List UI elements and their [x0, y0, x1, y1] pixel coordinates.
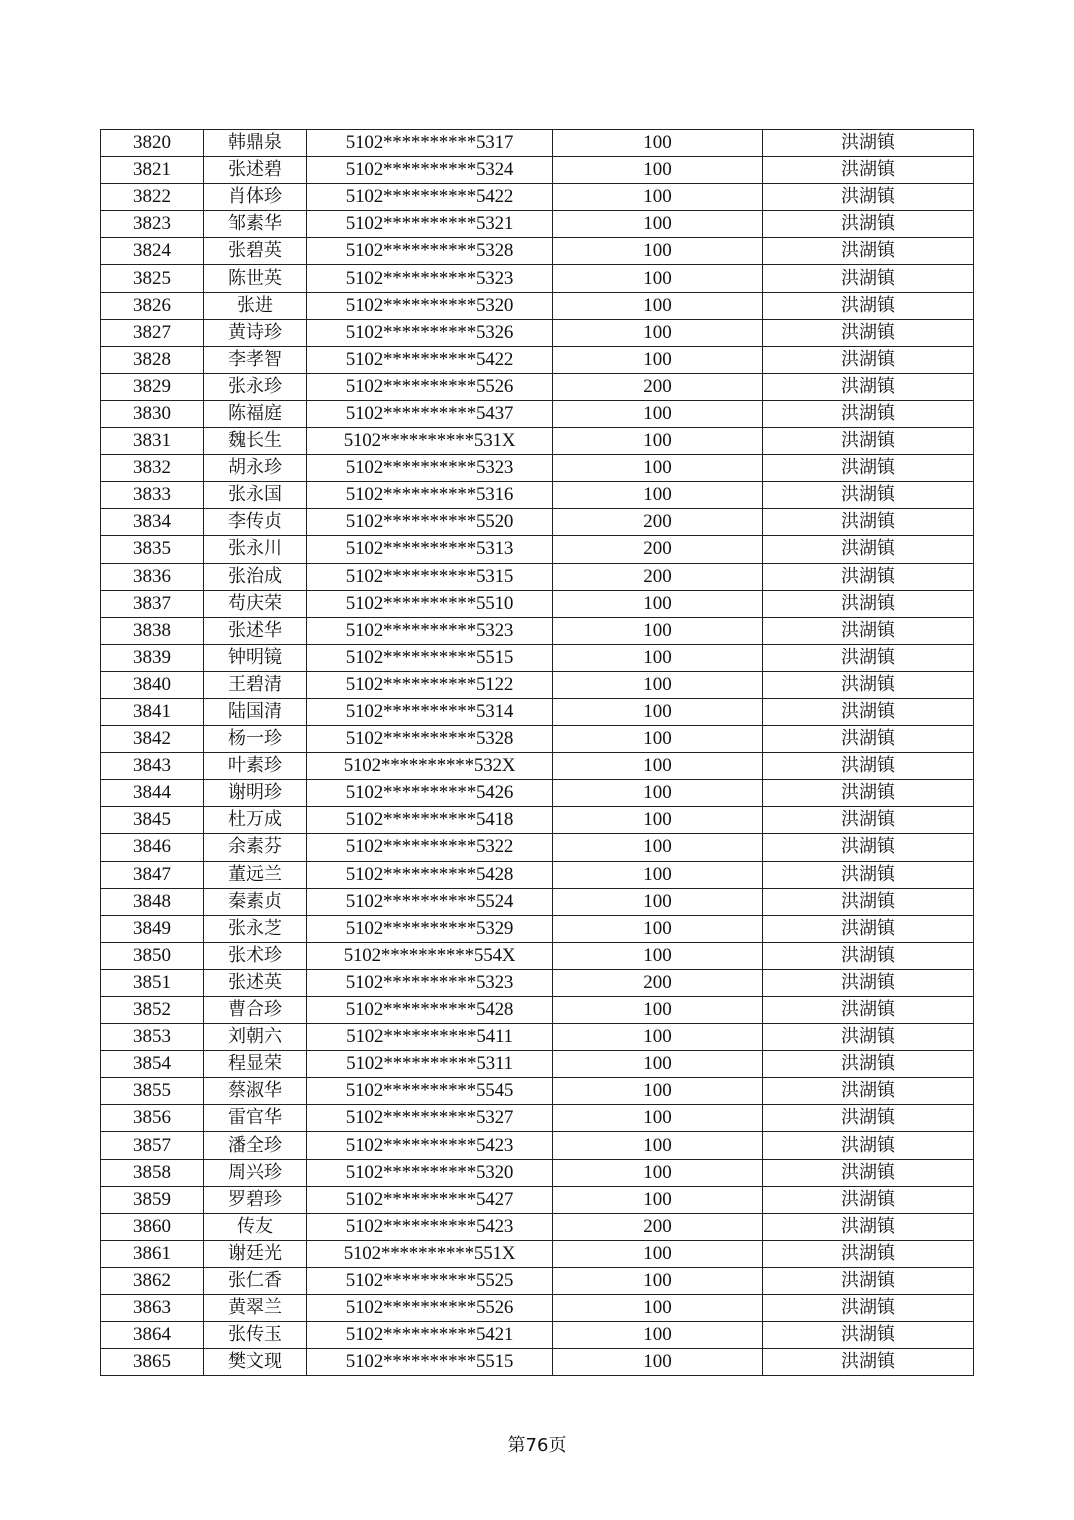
name-cell: 潘全珍 [204, 1132, 307, 1159]
id-number-cell: 5102**********5323 [307, 969, 553, 996]
serial-number-cell: 3848 [101, 888, 204, 915]
town-cell: 洪湖镇 [763, 319, 974, 346]
table-row [101, 1132, 974, 1159]
name-cell: 余素芬 [204, 834, 307, 861]
table-row [101, 1267, 974, 1294]
id-number-cell: 5102**********5426 [307, 780, 553, 807]
id-number-cell: 5102**********532X [307, 753, 553, 780]
amount-cell: 100 [553, 157, 763, 184]
town-cell: 洪湖镇 [763, 157, 974, 184]
name-cell: 张进 [204, 292, 307, 319]
name-cell: 张治成 [204, 563, 307, 590]
serial-number-cell: 3839 [101, 644, 204, 671]
town-cell: 洪湖镇 [763, 563, 974, 590]
name-cell: 王碧清 [204, 671, 307, 698]
serial-number-cell: 3826 [101, 292, 204, 319]
table-row [101, 319, 974, 346]
id-number-cell: 5102**********5421 [307, 1322, 553, 1349]
id-number-cell: 5102**********5526 [307, 1295, 553, 1322]
name-cell: 张永国 [204, 482, 307, 509]
table-row [101, 1295, 974, 1322]
town-cell: 洪湖镇 [763, 346, 974, 373]
amount-cell: 100 [553, 888, 763, 915]
serial-number-cell: 3852 [101, 997, 204, 1024]
amount-cell: 100 [553, 1024, 763, 1051]
serial-number-cell: 3855 [101, 1078, 204, 1105]
serial-number-cell: 3828 [101, 346, 204, 373]
name-cell: 苟庆荣 [204, 590, 307, 617]
name-cell: 钟明镜 [204, 644, 307, 671]
id-number-cell: 5102**********5315 [307, 563, 553, 590]
id-number-cell: 5102**********5422 [307, 184, 553, 211]
name-cell: 叶素珍 [204, 753, 307, 780]
id-number-cell: 5102**********5422 [307, 346, 553, 373]
serial-number-cell: 3834 [101, 509, 204, 536]
town-cell: 洪湖镇 [763, 1024, 974, 1051]
amount-cell: 100 [553, 482, 763, 509]
id-number-cell: 5102**********531X [307, 428, 553, 455]
id-number-cell: 5102**********5545 [307, 1078, 553, 1105]
id-number-cell: 5102**********5323 [307, 617, 553, 644]
amount-cell: 100 [553, 1132, 763, 1159]
roster-table [100, 129, 974, 1376]
name-cell: 杜万成 [204, 807, 307, 834]
table-row [101, 726, 974, 753]
serial-number-cell: 3865 [101, 1349, 204, 1376]
town-cell: 洪湖镇 [763, 997, 974, 1024]
amount-cell: 100 [553, 211, 763, 238]
town-cell: 洪湖镇 [763, 509, 974, 536]
amount-cell: 100 [553, 1349, 763, 1376]
town-cell: 洪湖镇 [763, 1295, 974, 1322]
amount-cell: 100 [553, 455, 763, 482]
serial-number-cell: 3831 [101, 428, 204, 455]
amount-cell: 100 [553, 1078, 763, 1105]
serial-number-cell: 3860 [101, 1213, 204, 1240]
town-cell: 洪湖镇 [763, 292, 974, 319]
amount-cell: 100 [553, 1051, 763, 1078]
id-number-cell: 5102**********5317 [307, 130, 553, 157]
table-row [101, 969, 974, 996]
town-cell: 洪湖镇 [763, 1213, 974, 1240]
town-cell: 洪湖镇 [763, 1349, 974, 1376]
amount-cell: 100 [553, 238, 763, 265]
town-cell: 洪湖镇 [763, 1078, 974, 1105]
name-cell: 张永珍 [204, 373, 307, 400]
table-row [101, 834, 974, 861]
amount-cell: 200 [553, 509, 763, 536]
table-row [101, 509, 974, 536]
town-cell: 洪湖镇 [763, 807, 974, 834]
table-row [101, 997, 974, 1024]
town-cell: 洪湖镇 [763, 1159, 974, 1186]
id-number-cell: 5102**********5515 [307, 1349, 553, 1376]
serial-number-cell: 3840 [101, 671, 204, 698]
town-cell: 洪湖镇 [763, 1186, 974, 1213]
id-number-cell: 5102**********5423 [307, 1213, 553, 1240]
id-number-cell: 5102**********5314 [307, 698, 553, 725]
id-number-cell: 5102**********5411 [307, 1024, 553, 1051]
serial-number-cell: 3847 [101, 861, 204, 888]
table-row [101, 1240, 974, 1267]
town-cell: 洪湖镇 [763, 265, 974, 292]
id-number-cell: 5102**********554X [307, 942, 553, 969]
serial-number-cell: 3864 [101, 1322, 204, 1349]
id-number-cell: 5102**********5320 [307, 1159, 553, 1186]
town-cell: 洪湖镇 [763, 644, 974, 671]
name-cell: 陈福庭 [204, 400, 307, 427]
table-row [101, 617, 974, 644]
id-number-cell: 5102**********5526 [307, 373, 553, 400]
amount-cell: 200 [553, 563, 763, 590]
serial-number-cell: 3829 [101, 373, 204, 400]
amount-cell: 100 [553, 1105, 763, 1132]
amount-cell: 100 [553, 861, 763, 888]
table-row [101, 211, 974, 238]
amount-cell: 200 [553, 1213, 763, 1240]
amount-cell: 100 [553, 1322, 763, 1349]
serial-number-cell: 3820 [101, 130, 204, 157]
name-cell: 黄翠兰 [204, 1295, 307, 1322]
amount-cell: 200 [553, 536, 763, 563]
table-row [101, 292, 974, 319]
amount-cell: 100 [553, 997, 763, 1024]
table-row [101, 563, 974, 590]
id-number-cell: 5102**********5322 [307, 834, 553, 861]
town-cell: 洪湖镇 [763, 130, 974, 157]
town-cell: 洪湖镇 [763, 888, 974, 915]
id-number-cell: 5102**********5313 [307, 536, 553, 563]
id-number-cell: 5102**********5328 [307, 726, 553, 753]
name-cell: 邹素华 [204, 211, 307, 238]
name-cell: 张传玉 [204, 1322, 307, 1349]
name-cell: 曹合珍 [204, 997, 307, 1024]
table-row [101, 536, 974, 563]
amount-cell: 100 [553, 319, 763, 346]
id-number-cell: 5102**********5323 [307, 455, 553, 482]
town-cell: 洪湖镇 [763, 590, 974, 617]
table-row [101, 157, 974, 184]
serial-number-cell: 3863 [101, 1295, 204, 1322]
serial-number-cell: 3825 [101, 265, 204, 292]
table-row [101, 780, 974, 807]
town-cell: 洪湖镇 [763, 753, 974, 780]
id-number-cell: 5102**********5320 [307, 292, 553, 319]
roster-table-body [101, 130, 974, 1376]
town-cell: 洪湖镇 [763, 1132, 974, 1159]
amount-cell: 100 [553, 753, 763, 780]
id-number-cell: 5102**********5524 [307, 888, 553, 915]
name-cell: 魏长生 [204, 428, 307, 455]
name-cell: 张仁香 [204, 1267, 307, 1294]
amount-cell: 200 [553, 373, 763, 400]
serial-number-cell: 3833 [101, 482, 204, 509]
name-cell: 张述华 [204, 617, 307, 644]
name-cell: 程显荣 [204, 1051, 307, 1078]
town-cell: 洪湖镇 [763, 400, 974, 427]
table-row [101, 265, 974, 292]
serial-number-cell: 3822 [101, 184, 204, 211]
table-row [101, 644, 974, 671]
table-row [101, 861, 974, 888]
town-cell: 洪湖镇 [763, 536, 974, 563]
id-number-cell: 5102**********5321 [307, 211, 553, 238]
amount-cell: 100 [553, 400, 763, 427]
serial-number-cell: 3859 [101, 1186, 204, 1213]
table-row [101, 590, 974, 617]
table-row [101, 1349, 974, 1376]
name-cell: 杨一珍 [204, 726, 307, 753]
amount-cell: 100 [553, 130, 763, 157]
name-cell: 黄诗珍 [204, 319, 307, 346]
serial-number-cell: 3827 [101, 319, 204, 346]
amount-cell: 100 [553, 265, 763, 292]
serial-number-cell: 3856 [101, 1105, 204, 1132]
table-row [101, 1105, 974, 1132]
id-number-cell: 5102**********5428 [307, 997, 553, 1024]
serial-number-cell: 3846 [101, 834, 204, 861]
serial-number-cell: 3853 [101, 1024, 204, 1051]
town-cell: 洪湖镇 [763, 726, 974, 753]
id-number-cell: 5102**********5324 [307, 157, 553, 184]
table-row [101, 346, 974, 373]
table-row [101, 942, 974, 969]
name-cell: 张述英 [204, 969, 307, 996]
serial-number-cell: 3850 [101, 942, 204, 969]
serial-number-cell: 3844 [101, 780, 204, 807]
serial-number-cell: 3857 [101, 1132, 204, 1159]
id-number-cell: 5102**********5328 [307, 238, 553, 265]
serial-number-cell: 3836 [101, 563, 204, 590]
name-cell: 罗碧珍 [204, 1186, 307, 1213]
serial-number-cell: 3821 [101, 157, 204, 184]
id-number-cell: 5102**********5311 [307, 1051, 553, 1078]
town-cell: 洪湖镇 [763, 373, 974, 400]
name-cell: 陆国清 [204, 698, 307, 725]
serial-number-cell: 3854 [101, 1051, 204, 1078]
id-number-cell: 5102**********5428 [307, 861, 553, 888]
town-cell: 洪湖镇 [763, 780, 974, 807]
serial-number-cell: 3824 [101, 238, 204, 265]
table-row [101, 184, 974, 211]
serial-number-cell: 3843 [101, 753, 204, 780]
table-row [101, 1322, 974, 1349]
amount-cell: 100 [553, 346, 763, 373]
amount-cell: 100 [553, 780, 763, 807]
town-cell: 洪湖镇 [763, 482, 974, 509]
amount-cell: 100 [553, 1186, 763, 1213]
id-number-cell: 5102**********5122 [307, 671, 553, 698]
table-row [101, 915, 974, 942]
amount-cell: 100 [553, 1295, 763, 1322]
amount-cell: 100 [553, 617, 763, 644]
table-row [101, 1078, 974, 1105]
table-row [101, 888, 974, 915]
town-cell: 洪湖镇 [763, 617, 974, 644]
name-cell: 刘朝六 [204, 1024, 307, 1051]
amount-cell: 100 [553, 292, 763, 319]
name-cell: 谢廷光 [204, 1240, 307, 1267]
table-row [101, 1186, 974, 1213]
amount-cell: 100 [553, 590, 763, 617]
id-number-cell: 5102**********5515 [307, 644, 553, 671]
name-cell: 李传贞 [204, 509, 307, 536]
id-number-cell: 5102**********5323 [307, 265, 553, 292]
id-number-cell: 5102**********5326 [307, 319, 553, 346]
town-cell: 洪湖镇 [763, 428, 974, 455]
town-cell: 洪湖镇 [763, 1240, 974, 1267]
name-cell: 陈世英 [204, 265, 307, 292]
amount-cell: 100 [553, 726, 763, 753]
name-cell: 胡永珍 [204, 455, 307, 482]
town-cell: 洪湖镇 [763, 238, 974, 265]
serial-number-cell: 3845 [101, 807, 204, 834]
id-number-cell: 5102**********5329 [307, 915, 553, 942]
serial-number-cell: 3841 [101, 698, 204, 725]
name-cell: 张永芝 [204, 915, 307, 942]
serial-number-cell: 3849 [101, 915, 204, 942]
id-number-cell: 5102**********5418 [307, 807, 553, 834]
table-row [101, 807, 974, 834]
town-cell: 洪湖镇 [763, 861, 974, 888]
town-cell: 洪湖镇 [763, 1322, 974, 1349]
amount-cell: 100 [553, 1240, 763, 1267]
amount-cell: 100 [553, 942, 763, 969]
table-row [101, 400, 974, 427]
town-cell: 洪湖镇 [763, 915, 974, 942]
amount-cell: 100 [553, 644, 763, 671]
amount-cell: 100 [553, 807, 763, 834]
serial-number-cell: 3851 [101, 969, 204, 996]
table-row [101, 671, 974, 698]
table-row [101, 1213, 974, 1240]
table-row [101, 455, 974, 482]
amount-cell: 100 [553, 428, 763, 455]
name-cell: 张术珍 [204, 942, 307, 969]
table-row [101, 373, 974, 400]
table-row [101, 238, 974, 265]
town-cell: 洪湖镇 [763, 184, 974, 211]
serial-number-cell: 3830 [101, 400, 204, 427]
serial-number-cell: 3837 [101, 590, 204, 617]
page-number: 第76页 [507, 1435, 567, 1456]
name-cell: 樊文现 [204, 1349, 307, 1376]
serial-number-cell: 3858 [101, 1159, 204, 1186]
id-number-cell: 5102**********5437 [307, 400, 553, 427]
serial-number-cell: 3861 [101, 1240, 204, 1267]
town-cell: 洪湖镇 [763, 698, 974, 725]
amount-cell: 100 [553, 834, 763, 861]
name-cell: 张述碧 [204, 157, 307, 184]
serial-number-cell: 3842 [101, 726, 204, 753]
name-cell: 韩鼎泉 [204, 130, 307, 157]
town-cell: 洪湖镇 [763, 1051, 974, 1078]
town-cell: 洪湖镇 [763, 211, 974, 238]
name-cell: 周兴珍 [204, 1159, 307, 1186]
serial-number-cell: 3862 [101, 1267, 204, 1294]
table-row [101, 1159, 974, 1186]
town-cell: 洪湖镇 [763, 969, 974, 996]
serial-number-cell: 3838 [101, 617, 204, 644]
town-cell: 洪湖镇 [763, 671, 974, 698]
amount-cell: 100 [553, 915, 763, 942]
name-cell: 蔡淑华 [204, 1078, 307, 1105]
town-cell: 洪湖镇 [763, 455, 974, 482]
id-number-cell: 5102**********5423 [307, 1132, 553, 1159]
town-cell: 洪湖镇 [763, 834, 974, 861]
table-row [101, 698, 974, 725]
table-row [101, 1051, 974, 1078]
id-number-cell: 5102**********5525 [307, 1267, 553, 1294]
table-row [101, 130, 974, 157]
id-number-cell: 5102**********5316 [307, 482, 553, 509]
amount-cell: 100 [553, 1159, 763, 1186]
amount-cell: 200 [553, 969, 763, 996]
name-cell: 雷官华 [204, 1105, 307, 1132]
id-number-cell: 5102**********5520 [307, 509, 553, 536]
name-cell: 传友 [204, 1213, 307, 1240]
name-cell: 董远兰 [204, 861, 307, 888]
name-cell: 谢明珍 [204, 780, 307, 807]
id-number-cell: 5102**********551X [307, 1240, 553, 1267]
serial-number-cell: 3835 [101, 536, 204, 563]
name-cell: 肖体珍 [204, 184, 307, 211]
amount-cell: 100 [553, 1267, 763, 1294]
table-row [101, 753, 974, 780]
town-cell: 洪湖镇 [763, 1267, 974, 1294]
name-cell: 李孝智 [204, 346, 307, 373]
serial-number-cell: 3823 [101, 211, 204, 238]
table-row [101, 428, 974, 455]
serial-number-cell: 3832 [101, 455, 204, 482]
table-row [101, 482, 974, 509]
id-number-cell: 5102**********5510 [307, 590, 553, 617]
table-row [101, 1024, 974, 1051]
id-number-cell: 5102**********5327 [307, 1105, 553, 1132]
amount-cell: 100 [553, 671, 763, 698]
id-number-cell: 5102**********5427 [307, 1186, 553, 1213]
name-cell: 张永川 [204, 536, 307, 563]
name-cell: 张碧英 [204, 238, 307, 265]
name-cell: 秦素贞 [204, 888, 307, 915]
town-cell: 洪湖镇 [763, 1105, 974, 1132]
amount-cell: 100 [553, 184, 763, 211]
town-cell: 洪湖镇 [763, 942, 974, 969]
amount-cell: 100 [553, 698, 763, 725]
